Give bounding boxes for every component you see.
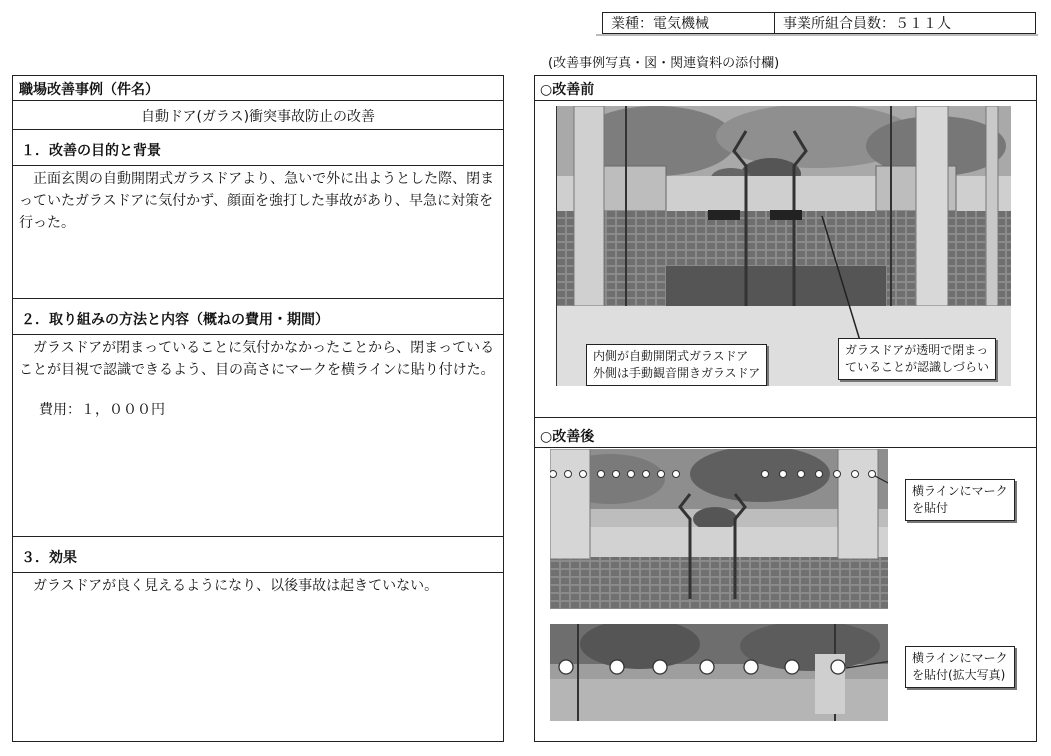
cost-text: 費用：１，０００円: [39, 402, 165, 418]
method-text: ガラスドアが閉まっていることに気付かなかったことから、閉まっていることが目視で認識できるよう、目の高さにマークを横ラインに貼り付けた。: [19, 340, 495, 378]
case-panel: [12, 75, 504, 742]
after-callout-bottom: 横ラインにマーク を貼付(拡大写真): [905, 646, 1015, 688]
after-callout-top: 横ラインにマーク を貼付: [905, 479, 1015, 521]
members-label: 事業所組合員数：５１１人: [783, 16, 951, 32]
after-photo-top-drawing: [550, 449, 1033, 609]
effect-text: ガラスドアが良く見えるようになり、以後事故は起きていない。: [33, 578, 439, 594]
before-photo: [556, 106, 1011, 386]
industry-label: 業種：電気機械: [603, 13, 775, 33]
header-underline: [596, 34, 1038, 36]
attachment-panel: [534, 75, 1037, 742]
method-body: [13, 335, 503, 537]
before-label: ○改善前: [535, 76, 1036, 101]
purpose-text: 正面玄関の自動開閉式ガラスドアより、急いで外に出ようとした際、閉まっていたガラスドアに気付かず、顔面を強打した事故があり、早急に対策を行った。: [19, 171, 495, 231]
after-photo-top: [550, 449, 1033, 609]
method-heading: ２．取り組みの方法と内容（概ねの費用・期間）: [13, 299, 503, 335]
purpose-heading: １．改善の目的と背景: [13, 130, 503, 166]
after-label: ○改善後: [535, 417, 1036, 448]
effect-body: [13, 573, 503, 743]
case-title: 自動ドア(ガラス)衝突事故防止の改善: [13, 101, 503, 130]
before-callout-right: ガラスドアが透明で閉まっ ていることが認識しづらい: [838, 338, 996, 380]
header-info-box: [602, 12, 1036, 34]
after-photo-zoom: [550, 624, 1033, 721]
effect-heading: ３．効果: [13, 537, 503, 573]
purpose-body: [13, 166, 503, 299]
attachment-caption: (改善事例写真・図・関連資料の添付欄): [548, 56, 780, 71]
case-title-label: 職場改善事例（件名）: [13, 76, 503, 101]
before-callout-left: 内側が自動開閉式ガラスドア 外側は手動観音開きガラスドア: [586, 344, 767, 386]
